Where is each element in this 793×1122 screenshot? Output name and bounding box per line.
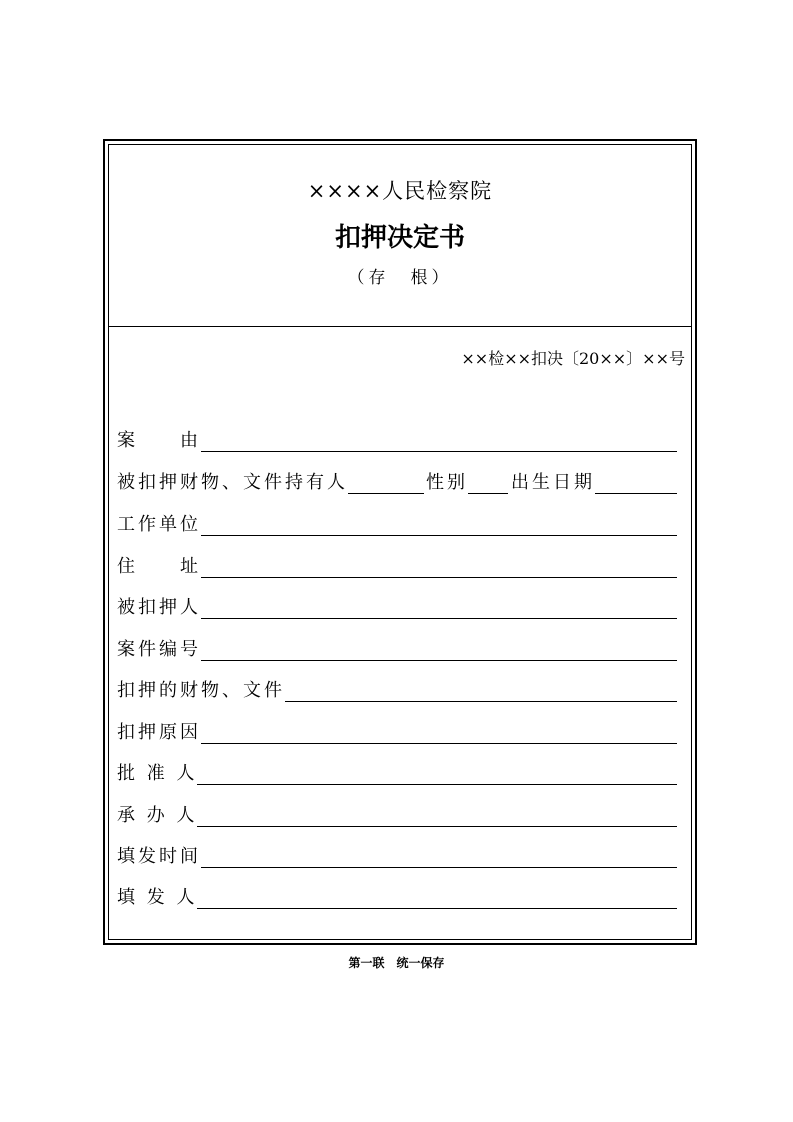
seized-person-input-line[interactable] xyxy=(201,596,677,619)
field-handler xyxy=(117,801,677,827)
gender-input-line[interactable] xyxy=(468,471,508,494)
field-seized-person xyxy=(117,593,677,619)
procuratorate-name: ××××人民检察院 xyxy=(307,179,493,203)
field-label: 性别 xyxy=(426,472,468,493)
approver-input-line[interactable] xyxy=(197,762,677,785)
field-holder xyxy=(117,468,677,494)
field-seized-items xyxy=(117,676,677,702)
case-number-input-line[interactable] xyxy=(201,638,677,661)
address-input-line[interactable] xyxy=(201,555,677,578)
seized-items-input-line[interactable] xyxy=(285,679,677,702)
seizure-reason-input-line[interactable] xyxy=(201,721,677,744)
field-label: 住 址 xyxy=(117,556,201,577)
holder-input-line[interactable] xyxy=(348,471,424,494)
field-label: 案件编号 xyxy=(117,639,201,660)
birth-date-input-line[interactable] xyxy=(595,471,677,494)
field-work-unit xyxy=(117,510,677,536)
work-unit-input-line[interactable] xyxy=(201,513,677,536)
field-label: 填发时间 xyxy=(117,846,201,867)
field-seizure-reason xyxy=(117,718,677,744)
field-label: 填 发 人 xyxy=(117,887,198,908)
handler-input-line[interactable] xyxy=(197,804,677,827)
field-label: 工作单位 xyxy=(117,514,201,535)
field-label: 被扣押人 xyxy=(117,597,201,618)
document-subtitle: （存 根） xyxy=(347,268,453,288)
field-case-reason xyxy=(117,426,677,452)
field-label: 批 准 人 xyxy=(117,763,198,784)
footer-note: 第一联 统一保存 xyxy=(348,956,445,970)
field-case-number xyxy=(117,635,677,661)
field-label: 案 由 xyxy=(117,430,201,451)
field-approver xyxy=(117,759,677,785)
form-header xyxy=(109,145,691,327)
field-label: 出生日期 xyxy=(511,472,595,493)
issue-time-input-line[interactable] xyxy=(201,845,677,868)
field-issuer xyxy=(117,883,677,909)
field-issue-time xyxy=(117,842,677,868)
field-label: 被扣押财物、文件持有人 xyxy=(117,472,348,493)
document-title: 扣押决定书 xyxy=(334,223,465,253)
field-label: 扣押的财物、文件 xyxy=(117,680,285,701)
form-frame xyxy=(103,139,697,945)
form-inner-border xyxy=(108,144,692,940)
field-address xyxy=(117,552,677,578)
field-label: 扣押原因 xyxy=(117,722,201,743)
field-label: 承 办 人 xyxy=(117,805,198,826)
case-reason-input-line[interactable] xyxy=(201,429,677,452)
issuer-input-line[interactable] xyxy=(197,886,677,909)
document-number: ××检××扣决〔20××〕××号 xyxy=(461,349,685,368)
